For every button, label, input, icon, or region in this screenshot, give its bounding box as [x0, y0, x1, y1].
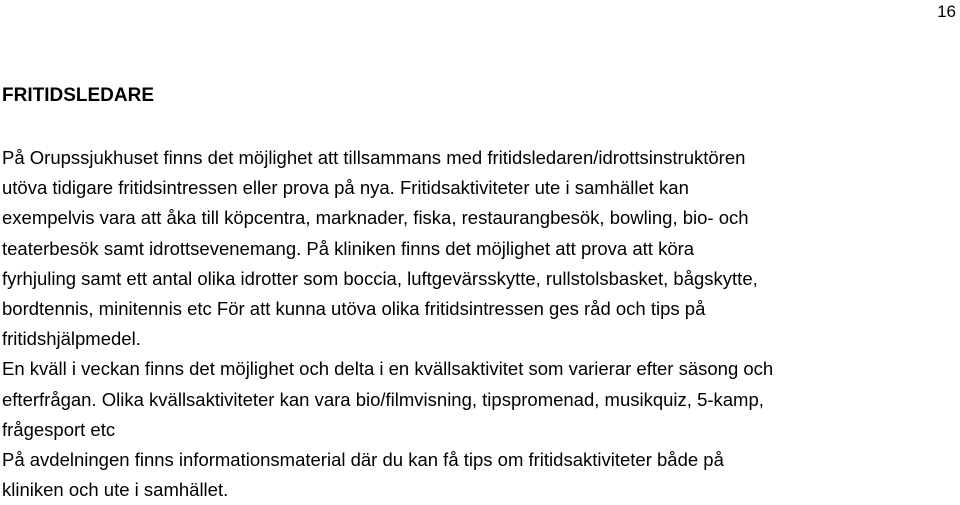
- text-line: teaterbesök samt idrottsevenemang. På kliniken finns det möjlighet att prova att köra: [2, 237, 695, 259]
- text-line: fyrhjuling samt ett antal olika idrotter som boccia, luftgevärsskytte, rullstolsbasket, bågskytte,: [2, 267, 758, 289]
- body-text: [2, 143, 957, 505]
- section-heading: FRITIDSLEDARE: [2, 85, 154, 106]
- page-number: 16: [937, 2, 956, 21]
- text-line: efterfrågan. Olika kvällsaktiviteter kan vara bio/filmvisning, tipspromenad, musikquiz, 5-kamp,: [2, 388, 764, 410]
- text-line: frågesport etc: [2, 418, 116, 440]
- text-line: fritidshjälpmedel.: [2, 328, 141, 350]
- text-line: På avdelningen finns informationsmaterial där du kan få tips om fritidsaktiviteter både på: [2, 449, 724, 471]
- text-line: bordtennis, minitennis etc För att kunna utöva olika fritidsintressen ges råd och tips på: [2, 298, 706, 320]
- text-line: kliniken och ute i samhället.: [2, 479, 229, 501]
- text-line: exempelvis vara att åka till köpcentra, marknader, fiska, restaurangbesök, bowling, bio- och: [2, 207, 749, 229]
- text-line: På Orupssjukhuset finns det möjlighet att tillsammans med fritidsledaren/idrottsinstruktören: [2, 147, 746, 168]
- text-line: En kväll i veckan finns det möjlighet och delta i en kvällsaktivitet som varierar efter säsong och: [2, 358, 774, 380]
- text-line: utöva tidigare fritidsintressen eller prova på nya. Fritidsaktiviteter ute i samhället kan: [2, 177, 689, 199]
